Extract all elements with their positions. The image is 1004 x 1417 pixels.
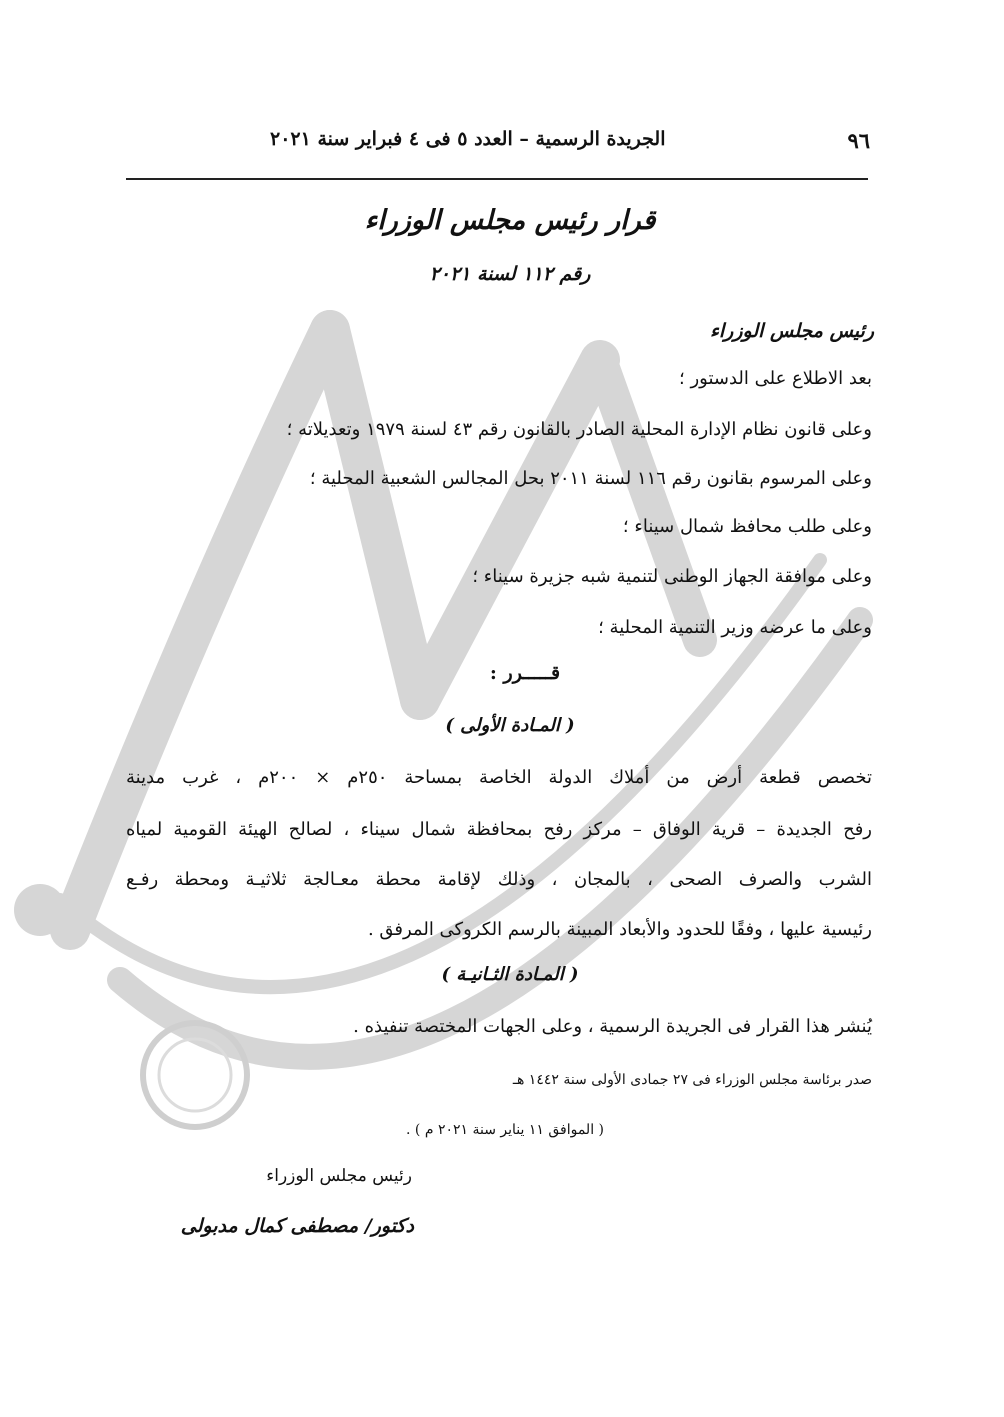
article-1-line: رئيسية عليها ، وفقًا للحدود والأبعاد المبينة بالرسم الكروكى المرفق . xyxy=(367,919,872,940)
recital: وعلى ما عرضه وزير التنمية المحلية ؛ xyxy=(598,617,872,638)
article-2-text: يُنشر هذا القرار فى الجريدة الرسمية ، وعلى الجهات المختصة تنفيذه . xyxy=(353,1016,872,1037)
article-1-heading: ( المـادة الأولى ) xyxy=(445,715,575,736)
recital: وعلى المرسوم بقانون رقم ١١٦ لسنة ٢٠١١ بحل المجالس الشعبية المحلية ؛ xyxy=(309,468,872,489)
recital: بعد الاطلاع على الدستور ؛ xyxy=(679,368,872,389)
gazette-issue-title: الجريدة الرسمية – العدد ٥ فى ٤ فبراير سنة ٢٠٢١ xyxy=(270,128,666,150)
header-divider xyxy=(126,178,868,180)
decree-issuer: رئيس مجلس الوزراء xyxy=(709,320,874,342)
signatory-title: رئيس مجلس الوزراء xyxy=(266,1166,412,1186)
recital: وعلى موافقة الجهاز الوطنى لتنمية شبه جزيرة سيناء ؛ xyxy=(472,566,872,587)
signatory-name: دكتور/ مصطفى كمال مدبولى xyxy=(180,1215,414,1237)
article-1-line: الشرب والصرف الصحى ، بالمجان ، وذلك لإقامة محطة معـالجة ثلاثيـة ومحطة رفـع xyxy=(126,869,872,890)
recital: وعلى طلب محافظ شمال سيناء ؛ xyxy=(622,516,872,537)
article-1-line: تخصص قطعة أرض من أملاك الدولة الخاصة بمساحة ٢٥٠م × ٢٠٠م ، غرب مدينة xyxy=(126,767,873,788)
article-2-heading: ( المـادة الثـانيـة ) xyxy=(441,964,579,985)
issued-date-hijri: صدر برئاسة مجلس الوزراء فى ٢٧ جمادى الأولى سنة ١٤٤٢ هـ xyxy=(512,1072,872,1088)
article-1-line: رفح الجديدة – قرية الوفاق – مركز رفح بمحافظة شمال سيناء ، لصالح الهيئة القومية لمياه xyxy=(126,819,872,840)
page-number: ٩٦ xyxy=(847,128,870,153)
running-header xyxy=(270,128,870,164)
decree-number: رقم ١١٢ لسنة ٢٠٢١ xyxy=(429,263,591,285)
decree-title: قرار رئيس مجلس الوزراء xyxy=(364,205,656,236)
issued-date-gregorian: ( الموافق ١١ يناير سنة ٢٠٢١ م ) . xyxy=(406,1122,604,1138)
recital: وعلى قانون نظام الإدارة المحلية الصادر بالقانون رقم ٤٣ لسنة ١٩٧٩ وتعديلاته ؛ xyxy=(286,419,872,440)
decided-heading: قـــــرر : xyxy=(489,662,561,684)
